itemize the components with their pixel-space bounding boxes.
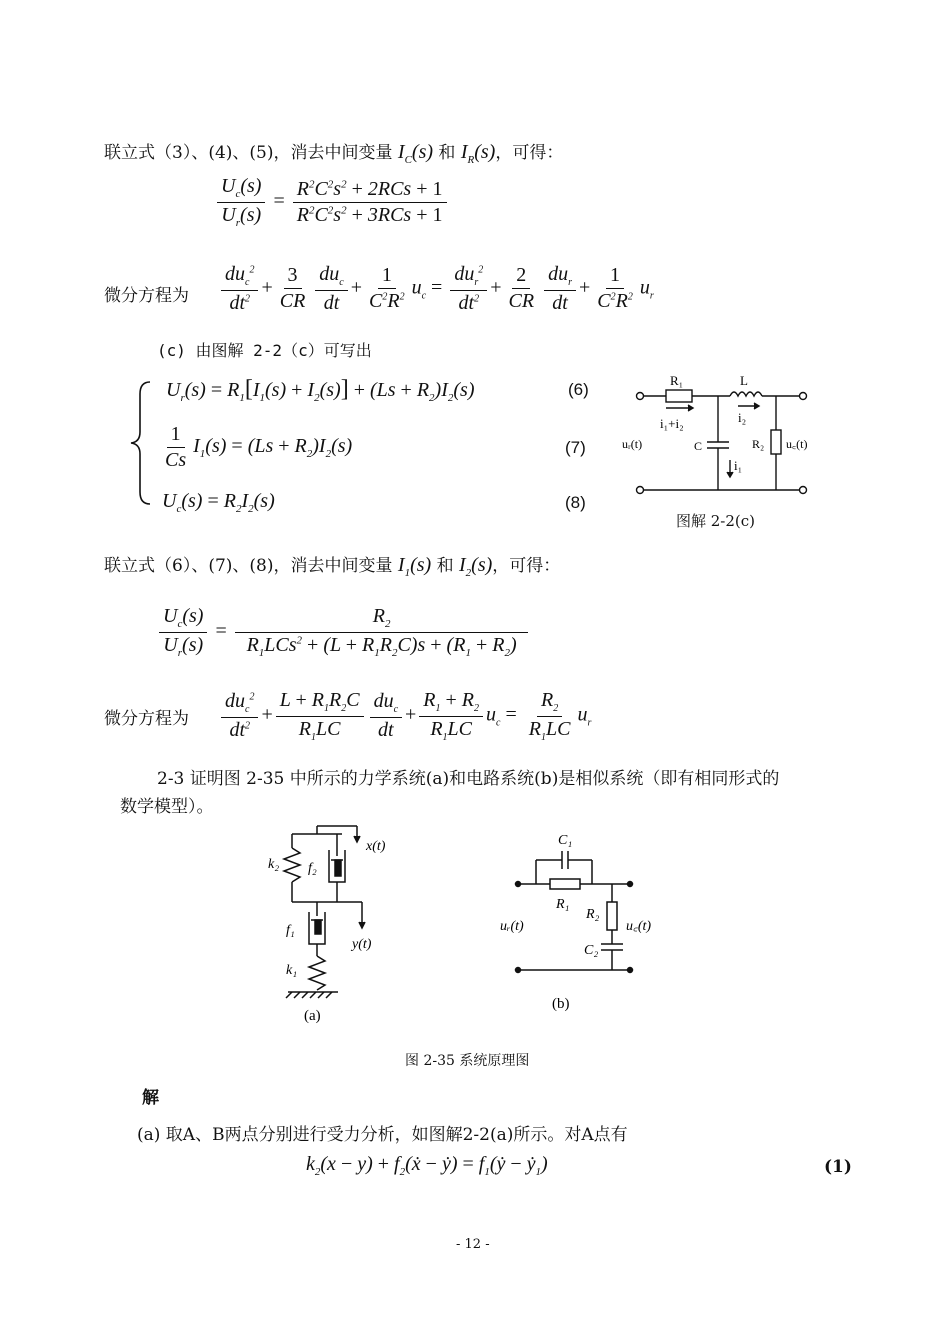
label-R1: R₁ [556,897,570,912]
diff-eq-label-1: 微分方程为 [104,286,189,306]
equation-diff-c: $\frac{du_c^2}{dt^2}$ + $\frac{L + R_1R_2C}{R_1LC}$ $\frac{du_c}{dt}$ + $\frac{R_1 + R_2}{R_1LC}$ $u_c$ = $\frac{R_2}{R_1LC}$ $u_r$ [218,688,591,744]
page-number: - 12 - [456,1237,490,1252]
label-C: C [694,439,703,453]
equation-transfer-c: $\frac{U_c(s)}{U_r(s)}$ = $\frac{R_2}{R_1LCs^2 + (L + R_1R_2C)s + (R_1 + R_2)}$ [156,604,531,661]
label-i1: i₁ [734,458,743,473]
eq1-number: (1) [824,1157,852,1177]
label-L: L [740,373,748,388]
eq6-number: (6) [568,380,589,399]
eq8-number: (8) [565,493,586,512]
equation-7: $\frac{1}{Cs}$ $I_1(s) = (Ls + R_2)I_2(s)$ [165,423,353,471]
label-f2: f₂ [308,861,317,876]
solution-label: 解 [142,1088,159,1108]
problem-2-3-line1: 2-3 证明图 2-35 中所示的力学系统(a)和电路系统(b)是相似系统（即有相同形式的 [157,769,780,789]
label-R2: R₂ [752,437,765,451]
label-ur: uᵣ(t) [500,919,524,934]
math-i1: $I_1(s)$ [397,554,432,579]
figure-2-35-caption: 图 2-35 系统原理图 [405,1053,530,1069]
label-C2: C₂ [584,943,599,958]
line1-and: 和 [438,143,456,163]
solution-a-text: (a) 取A、B两点分别进行受力分析，如图解2-2(a)所示。对A点有 [137,1125,628,1145]
equation-8: $U_c(s) = R_2I_2(s)$ [162,490,275,515]
circuit-diagram-b [490,826,680,1016]
line2-and: 和 [436,556,454,576]
math-ic: $I_C(s)$ [397,141,434,166]
label-k2: k₂ [268,857,280,872]
label-y: y(t) [352,937,372,952]
math-i2: $I_2(s)$ [458,554,493,579]
figure-c-caption: 图解 2-2(c) [676,512,756,530]
label-R1: R₁ [670,373,684,388]
label-ur: uᵣ(t) [622,437,643,451]
label-b: (b) [552,996,570,1012]
label-f1: f₁ [286,923,295,938]
line2-suffix: ，可得： [492,556,561,576]
label-i1-plus-i2: i₁+i₂ [660,416,684,431]
label-R2: R₂ [586,907,600,922]
eq7-number: (7) [565,438,586,457]
line1-suffix: ，可得： [495,143,564,163]
part-c-intro: (c) 由图解 2-2（c）可写出 [157,341,372,360]
mechanical-diagram-a [262,820,412,1030]
circuit-diagram-c [618,370,828,510]
diff-eq-label-2: 微分方程为 [104,709,189,729]
label-uc: u꜀(t) [786,437,808,451]
label-C1: C₁ [558,833,573,848]
label-i2: i₂ [738,410,747,425]
math-ir: $I_R(s)$ [460,141,496,166]
line1-prefix: 联立式（3）、(4)、(5)，消去中间变量 [104,143,393,163]
text-line-combine-3-4-5 [104,138,563,166]
equation-6: $U_r(s) = R_1[I_1(s) + I_2(s)] + (Ls + R_2)I_2(s)$ [166,376,475,404]
equation-transfer-b: $\frac{U_c(s)}{U_r(s)}$ = $\frac{R^2C^2s^2 + 2RCs + 1}{R^2C^2s^2 + 3RCs + 1}$ [214,174,450,231]
line2-prefix: 联立式（6）、(7)、(8)，消去中间变量 [104,556,393,576]
equation-diff-b: $\frac{du_c^2}{dt^2}$ + $\frac{3}{CR}$ $\frac{du_c}{dt}$ + $\frac{1}{C^2R^2}$ $u_c$ = $\frac{du_r^2}{dt^2}$ + $\frac{2}{CR}$ $\frac{du_r}{dt}$ + $\frac{1}{C^2R^2}$ $u_r$ [218,262,654,316]
problem-2-3-line2: 数学模型）。 [120,797,214,817]
brace-system [128,378,156,508]
label-a: (a) [304,1008,321,1024]
label-uc: u꜀(t) [626,919,652,934]
label-x: x(t) [366,839,386,854]
text-line-combine-6-7-8 [104,551,560,579]
equation-1: $k_2(x - y)$ + $f_2(ẋ$ − ẏ) = $f_1(ẏ$ − ẏ$_1$) [306,1153,548,1178]
label-k1: k₁ [286,963,298,978]
